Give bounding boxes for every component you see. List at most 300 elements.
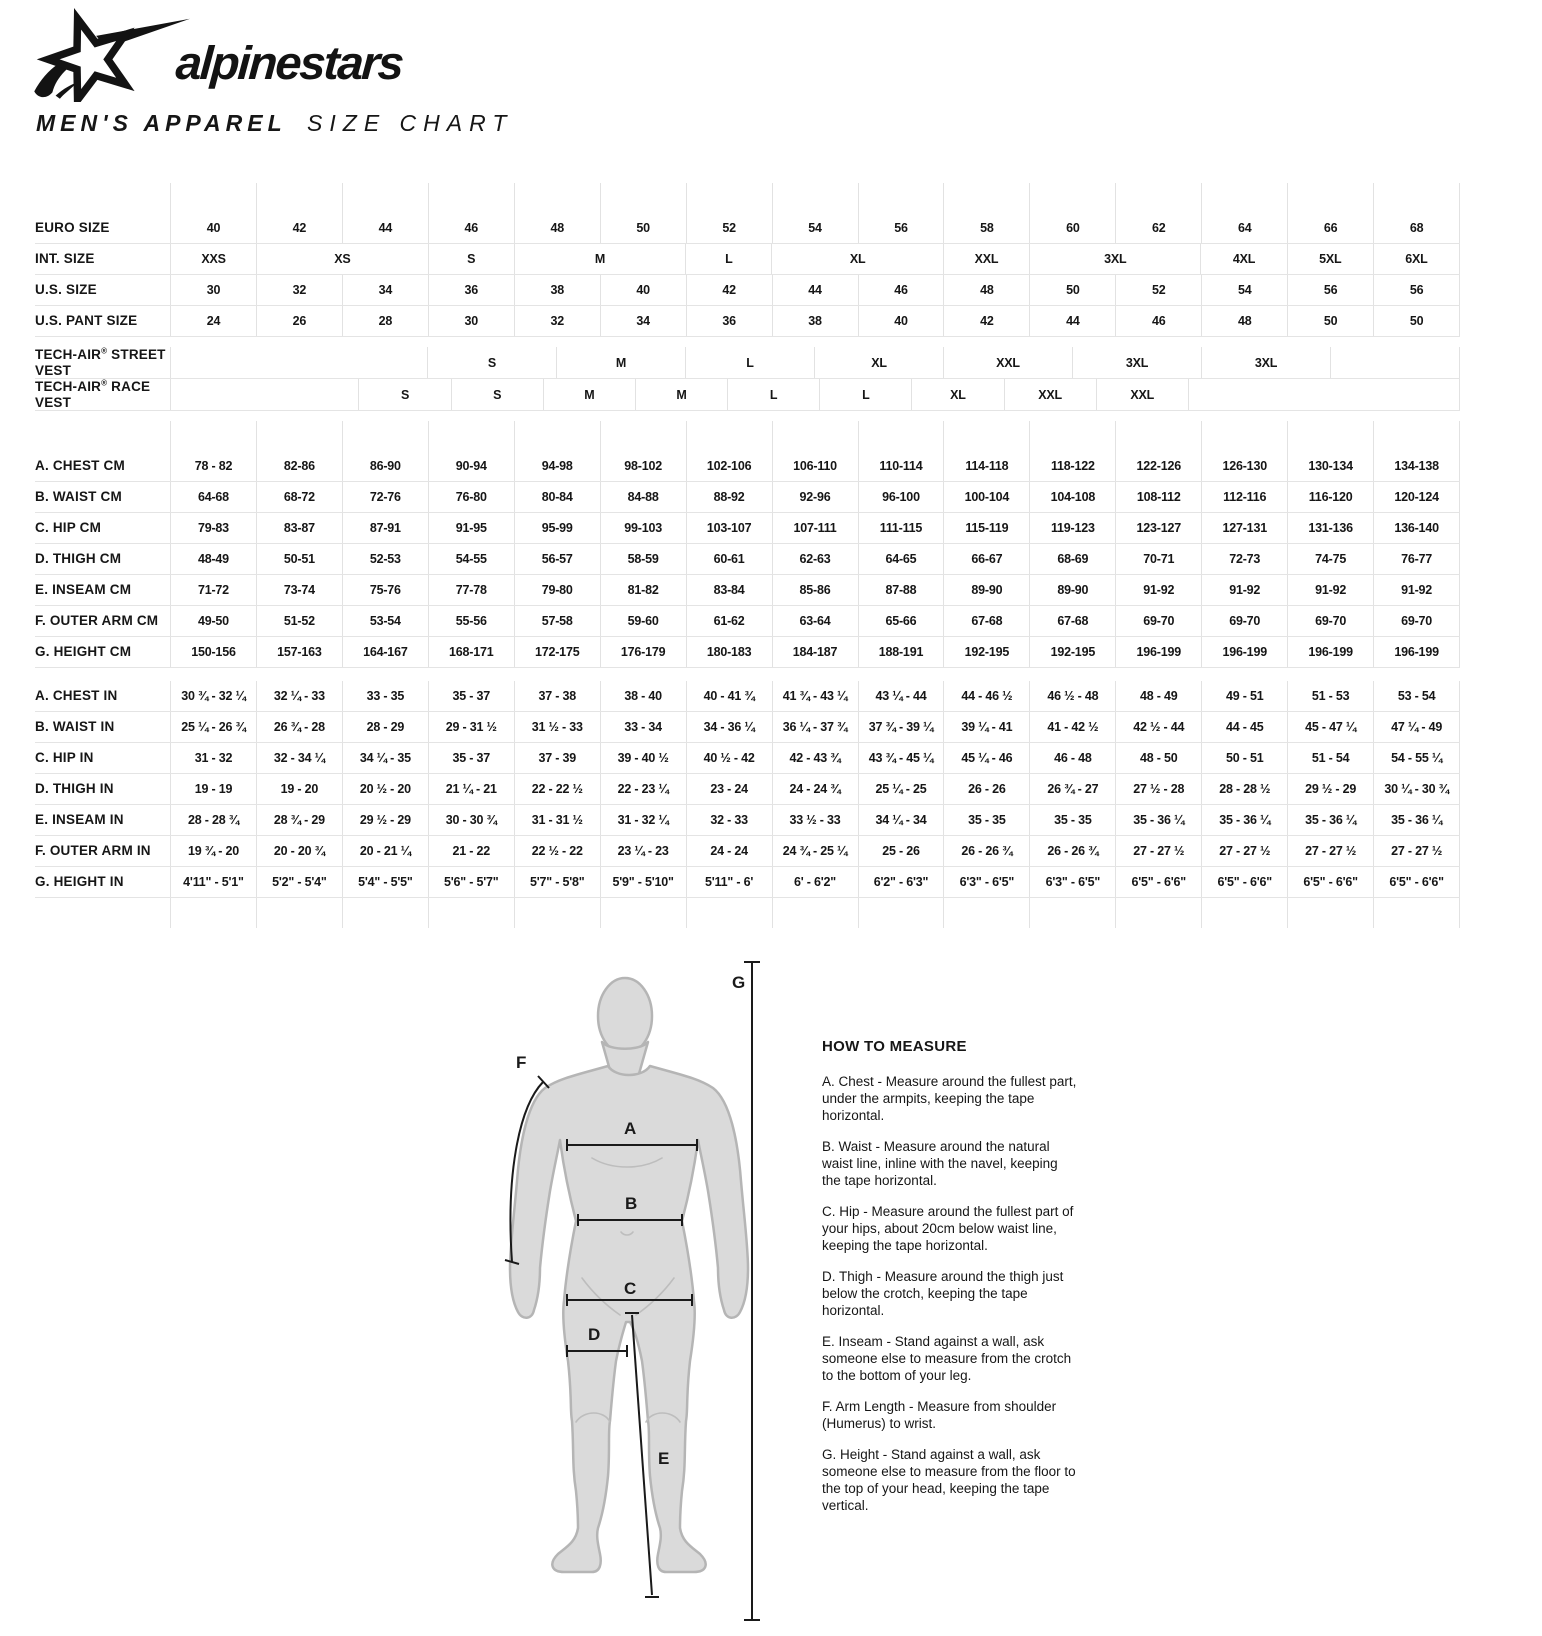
us-pant-size-cell-11: 46 [1115,306,1201,336]
waist-in-cell-4: 31 ½ - 33 [514,712,600,742]
chest-cm-cell-5: 98-102 [600,451,686,481]
stub-cell [514,183,600,213]
waist-cm-cell-4: 80-84 [514,482,600,512]
thigh-cm-cell-9: 66-67 [943,544,1029,574]
hip-in-cell-11: 48 - 50 [1115,743,1201,773]
stub-cell [428,421,514,451]
outer-arm-in-cell-9: 26 - 26 ¾ [943,836,1029,866]
outer-arm-in-cell-7: 24 ¾ - 25 ¼ [772,836,858,866]
tech-air-race-vest-cell-0 [170,379,358,410]
euro-size-cell-1: 42 [256,213,342,243]
waist-cm-cell-1: 68-72 [256,482,342,512]
euro-size-cell-6: 52 [686,213,772,243]
stub-cell [1287,183,1373,213]
chest-in-cell-4: 37 - 38 [514,681,600,711]
us-pant-size-cell-0: 24 [170,306,256,336]
table-grid-stub-row [35,183,1460,213]
inseam-cm-cell-2: 75-76 [342,575,428,605]
thigh-cm-cell-13: 74-75 [1287,544,1373,574]
brand-wordmark: alpinestars [174,35,405,89]
thigh-in-cell-5: 22 - 23 ¼ [600,774,686,804]
stub-cell [686,421,772,451]
table-row-thigh-in [35,774,1460,805]
int-size-cell-4: L [685,244,771,274]
thigh-in-cell-4: 22 - 22 ½ [514,774,600,804]
hip-cm-cell-13: 131-136 [1287,513,1373,543]
waist-cm-cell-8: 96-100 [858,482,944,512]
stub-cell [1287,898,1373,928]
stub-cell [1373,898,1460,928]
stub-cell [1201,898,1287,928]
hip-cm-cell-4: 95-99 [514,513,600,543]
waist-in-cell-3: 29 - 31 ½ [428,712,514,742]
figure-label-c: C [624,1279,637,1298]
how-to-measure-item-4: E. Inseam - Stand against a wall, ask someone else to measure from the crotch to the bottom of your leg. [822,1334,1072,1383]
stub-cell [943,183,1029,213]
stub-cell [342,421,428,451]
stub-cell [1373,421,1460,451]
height-in-cell-8: 6'2" - 6'3" [858,867,944,897]
height-in-cell-6: 5'11" - 6' [686,867,772,897]
int-size-cell-7: 3XL [1029,244,1200,274]
us-pant-size-cell-13: 50 [1287,306,1373,336]
outer-arm-cm-cell-12: 69-70 [1201,606,1287,636]
table-row-waist-cm [35,482,1460,513]
waist-cm-cell-6: 88-92 [686,482,772,512]
chest-in-cell-12: 49 - 51 [1201,681,1287,711]
height-in-cell-10: 6'3" - 6'5" [1029,867,1115,897]
int-size-cell-10: 6XL [1373,244,1460,274]
waist-in-cell-12: 44 - 45 [1201,712,1287,742]
euro-size-cell-7: 54 [772,213,858,243]
thigh-in-cell-8: 25 ¼ - 25 [858,774,944,804]
stub-cell [342,898,428,928]
euro-size-cell-2: 44 [342,213,428,243]
thigh-in-cell-10: 26 ¾ - 27 [1029,774,1115,804]
inseam-cm-cell-7: 85-86 [772,575,858,605]
outer-arm-cm-cell-2: 53-54 [342,606,428,636]
stub-cell [1115,898,1201,928]
chest-in-cell-10: 46 ½ - 48 [1029,681,1115,711]
height-in-cell-4: 5'7" - 5'8" [514,867,600,897]
outer-arm-cm-cell-1: 51-52 [256,606,342,636]
figure-label-b: B [625,1194,638,1213]
height-in-cell-12: 6'5" - 6'6" [1201,867,1287,897]
table-row-inseam-cm [35,575,1460,606]
stub-cell [256,421,342,451]
outer-arm-cm-cell-11: 69-70 [1115,606,1201,636]
us-pant-size-cell-6: 36 [686,306,772,336]
thigh-cm-cell-11: 70-71 [1115,544,1201,574]
stub-cell [1201,183,1287,213]
inseam-in-cell-0: 28 - 28 ¾ [170,805,256,835]
stub-cell [1373,183,1460,213]
stub-cell [170,421,256,451]
inseam-cm-cell-0: 71-72 [170,575,256,605]
waist-in-cell-0: 25 ¼ - 26 ¾ [170,712,256,742]
stub-cell [858,183,944,213]
thigh-cm-cell-2: 52-53 [342,544,428,574]
outer-arm-cm-cell-8: 65-66 [858,606,944,636]
table-row-int-size [35,244,1460,275]
hip-cm-cell-1: 83-87 [256,513,342,543]
outer-arm-cm-cell-10: 67-68 [1029,606,1115,636]
table-row-tech-air-street-vest [35,347,1460,379]
hip-in-cell-3: 35 - 37 [428,743,514,773]
waist-cm-cell-2: 72-76 [342,482,428,512]
stub-cell [943,421,1029,451]
table-group-metric [35,421,1460,668]
page-title [36,110,513,137]
inseam-cm-cell-12: 91-92 [1201,575,1287,605]
hip-in-cell-4: 37 - 39 [514,743,600,773]
thigh-in-cell-9: 26 - 26 [943,774,1029,804]
thigh-cm-cell-12: 72-73 [1201,544,1287,574]
tech-air-race-vest-cell-7: XL [911,379,1003,410]
figure-head [598,978,652,1054]
height-cm-cell-10: 192-195 [1029,637,1115,667]
table-row-tech-air-race-vest [35,379,1460,411]
how-to-measure-list [822,1073,1080,1514]
how-to-measure-section [822,1038,1080,1528]
row-label-height-in: G. HEIGHT IN [35,874,124,890]
euro-size-cell-14: 68 [1373,213,1460,243]
hip-cm-cell-10: 119-123 [1029,513,1115,543]
outer-arm-cm-cell-6: 61-62 [686,606,772,636]
table-row-euro-size [35,213,1460,244]
chest-in-cell-2: 33 - 35 [342,681,428,711]
chest-in-cell-5: 38 - 40 [600,681,686,711]
stub-label-spacer [35,898,170,928]
chest-in-cell-13: 51 - 53 [1287,681,1373,711]
thigh-in-cell-0: 19 - 19 [170,774,256,804]
row-label-thigh-cm: D. THIGH CM [35,551,122,567]
row-label-euro-size: EURO SIZE [35,220,110,236]
inseam-cm-cell-1: 73-74 [256,575,342,605]
stub-label-spacer [35,421,170,451]
inseam-cm-cell-13: 91-92 [1287,575,1373,605]
thigh-cm-cell-4: 56-57 [514,544,600,574]
height-in-cell-2: 5'4" - 5'5" [342,867,428,897]
waist-in-cell-6: 34 - 36 ¼ [686,712,772,742]
row-label-chest-in: A. CHEST IN [35,688,118,704]
thigh-in-cell-13: 29 ½ - 29 [1287,774,1373,804]
outer-arm-cm-cell-3: 55-56 [428,606,514,636]
height-cm-cell-8: 188-191 [858,637,944,667]
outer-arm-in-cell-4: 22 ½ - 22 [514,836,600,866]
inseam-cm-cell-8: 87-88 [858,575,944,605]
body-measurement-figure [460,916,800,1636]
table-group-imperial [35,681,1460,928]
height-cm-cell-1: 157-163 [256,637,342,667]
chest-in-cell-6: 40 - 41 ¾ [686,681,772,711]
how-to-measure-item-1: B. Waist - Measure around the natural waist line, inline with the navel, keeping the tape horizontal. [822,1139,1058,1188]
tech-air-street-vest-cell-4: XL [814,347,943,378]
int-size-cell-8: 4XL [1200,244,1286,274]
row-label-us-size: U.S. SIZE [35,282,97,298]
chest-in-cell-1: 32 ¼ - 33 [256,681,342,711]
stub-cell [428,183,514,213]
outer-arm-in-cell-8: 25 - 26 [858,836,944,866]
row-label-outer-arm-in: F. OUTER ARM IN [35,843,151,859]
waist-cm-cell-13: 116-120 [1287,482,1373,512]
euro-size-cell-12: 64 [1201,213,1287,243]
thigh-in-cell-2: 20 ½ - 20 [342,774,428,804]
waist-cm-cell-3: 76-80 [428,482,514,512]
table-row-waist-in [35,712,1460,743]
stub-cell [686,183,772,213]
inseam-cm-cell-11: 91-92 [1115,575,1201,605]
tech-air-street-vest-cell-7: 3XL [1201,347,1330,378]
tech-air-street-vest-cell-8 [1330,347,1460,378]
chest-cm-cell-11: 122-126 [1115,451,1201,481]
us-size-cell-7: 44 [772,275,858,305]
tech-air-street-vest-cell-2: M [556,347,685,378]
waist-cm-cell-5: 84-88 [600,482,686,512]
height-in-cell-3: 5'6" - 5'7" [428,867,514,897]
us-size-cell-6: 42 [686,275,772,305]
height-in-cell-9: 6'3" - 6'5" [943,867,1029,897]
how-to-measure-item-5: F. Arm Length - Measure from shoulder (Humerus) to wrist. [822,1399,1057,1431]
stub-cell [772,183,858,213]
chest-cm-cell-4: 94-98 [514,451,600,481]
chest-in-cell-9: 44 - 46 ½ [943,681,1029,711]
hip-cm-cell-5: 99-103 [600,513,686,543]
thigh-in-cell-7: 24 - 24 ¾ [772,774,858,804]
euro-size-cell-8: 56 [858,213,944,243]
int-size-cell-0: XXS [170,244,256,274]
hip-cm-cell-9: 115-119 [943,513,1029,543]
euro-size-cell-0: 40 [170,213,256,243]
us-size-cell-0: 30 [170,275,256,305]
tech-air-race-vest-cell-5: L [727,379,819,410]
us-pant-size-cell-3: 30 [428,306,514,336]
thigh-in-cell-3: 21 ¼ - 21 [428,774,514,804]
hip-cm-cell-11: 123-127 [1115,513,1201,543]
table-grid-stub-row [35,421,1460,451]
us-pant-size-cell-12: 48 [1201,306,1287,336]
stub-cell [1115,183,1201,213]
height-in-cell-5: 5'9" - 5'10" [600,867,686,897]
waist-in-cell-1: 26 ¾ - 28 [256,712,342,742]
table-row-height-cm [35,637,1460,668]
chest-in-cell-0: 30 ¾ - 32 ¼ [170,681,256,711]
hip-in-cell-14: 54 - 55 ¼ [1373,743,1460,773]
row-label-outer-arm-cm: F. OUTER ARM CM [35,613,159,629]
waist-cm-cell-10: 104-108 [1029,482,1115,512]
us-pant-size-cell-14: 50 [1373,306,1460,336]
hip-cm-cell-2: 87-91 [342,513,428,543]
outer-arm-in-cell-10: 26 - 26 ¾ [1029,836,1115,866]
outer-arm-cm-cell-9: 67-68 [943,606,1029,636]
stub-cell [170,898,256,928]
waist-in-cell-10: 41 - 42 ½ [1029,712,1115,742]
height-in-cell-1: 5'2" - 5'4" [256,867,342,897]
chest-in-cell-3: 35 - 37 [428,681,514,711]
stub-cell [1029,183,1115,213]
inseam-cm-cell-6: 83-84 [686,575,772,605]
height-cm-cell-12: 196-199 [1201,637,1287,667]
row-label-thigh-in: D. THIGH IN [35,781,114,797]
waist-in-cell-11: 42 ½ - 44 [1115,712,1201,742]
chest-cm-cell-10: 118-122 [1029,451,1115,481]
tech-air-race-vest-cell-6: L [819,379,911,410]
height-in-cell-0: 4'11" - 5'1" [170,867,256,897]
inseam-cm-cell-9: 89-90 [943,575,1029,605]
thigh-cm-cell-0: 48-49 [170,544,256,574]
waist-cm-cell-9: 100-104 [943,482,1029,512]
chest-cm-cell-8: 110-114 [858,451,944,481]
thigh-in-cell-1: 19 - 20 [256,774,342,804]
waist-in-cell-8: 37 ¾ - 39 ¼ [858,712,944,742]
us-size-cell-1: 32 [256,275,342,305]
inseam-cm-cell-3: 77-78 [428,575,514,605]
inseam-in-cell-14: 35 - 36 ¼ [1373,805,1460,835]
row-label-chest-cm: A. CHEST CM [35,458,125,474]
outer-arm-in-cell-11: 27 - 27 ½ [1115,836,1201,866]
inseam-cm-cell-4: 79-80 [514,575,600,605]
waist-in-cell-14: 47 ¼ - 49 [1373,712,1460,742]
outer-arm-in-cell-6: 24 - 24 [686,836,772,866]
waist-cm-cell-14: 120-124 [1373,482,1460,512]
thigh-cm-cell-1: 50-51 [256,544,342,574]
row-label-height-cm: G. HEIGHT CM [35,644,132,660]
euro-size-cell-4: 48 [514,213,600,243]
waist-in-cell-5: 33 - 34 [600,712,686,742]
table-row-inseam-in [35,805,1460,836]
figure-label-d: D [588,1325,601,1344]
height-in-cell-13: 6'5" - 6'6" [1287,867,1373,897]
us-size-cell-14: 56 [1373,275,1460,305]
waist-cm-cell-0: 64-68 [170,482,256,512]
us-pant-size-cell-4: 32 [514,306,600,336]
hip-cm-cell-14: 136-140 [1373,513,1460,543]
tech-air-street-vest-cell-5: XXL [943,347,1072,378]
stub-cell [170,183,256,213]
stub-cell [1201,421,1287,451]
chest-in-cell-11: 48 - 49 [1115,681,1201,711]
height-cm-cell-11: 196-199 [1115,637,1201,667]
row-label-inseam-cm: E. INSEAM CM [35,582,132,598]
euro-size-cell-10: 60 [1029,213,1115,243]
stub-cell [342,183,428,213]
inseam-in-cell-1: 28 ¾ - 29 [256,805,342,835]
outer-arm-in-cell-13: 27 - 27 ½ [1287,836,1373,866]
thigh-cm-cell-3: 54-55 [428,544,514,574]
thigh-in-cell-12: 28 - 28 ½ [1201,774,1287,804]
hip-in-cell-2: 34 ¼ - 35 [342,743,428,773]
hip-in-cell-12: 50 - 51 [1201,743,1287,773]
int-size-cell-3: M [514,244,685,274]
chest-cm-cell-13: 130-134 [1287,451,1373,481]
thigh-cm-cell-10: 68-69 [1029,544,1115,574]
hip-in-cell-1: 32 - 34 ¼ [256,743,342,773]
hip-in-cell-0: 31 - 32 [170,743,256,773]
brand-logo [30,6,405,102]
height-cm-cell-4: 172-175 [514,637,600,667]
hip-in-cell-7: 42 - 43 ¾ [772,743,858,773]
hip-in-cell-9: 45 ¼ - 46 [943,743,1029,773]
inseam-in-cell-12: 35 - 36 ¼ [1201,805,1287,835]
table-row-hip-cm [35,513,1460,544]
hip-in-cell-8: 43 ¾ - 45 ¼ [858,743,944,773]
row-label-waist-in: B. WAIST IN [35,719,115,735]
waist-cm-cell-7: 92-96 [772,482,858,512]
thigh-cm-cell-7: 62-63 [772,544,858,574]
stub-cell [1029,898,1115,928]
table-row-us-size [35,275,1460,306]
tech-air-race-vest-cell-8: XXL [1004,379,1096,410]
waist-in-cell-13: 45 - 47 ¼ [1287,712,1373,742]
chest-cm-cell-7: 106-110 [772,451,858,481]
outer-arm-in-cell-14: 27 - 27 ½ [1373,836,1460,866]
height-cm-cell-6: 180-183 [686,637,772,667]
inseam-in-cell-7: 33 ½ - 33 [772,805,858,835]
figure-body [510,1066,748,1572]
us-size-cell-10: 50 [1029,275,1115,305]
row-label-inseam-in: E. INSEAM IN [35,812,124,828]
us-size-cell-2: 34 [342,275,428,305]
stub-cell [772,421,858,451]
int-size-cell-5: XL [771,244,942,274]
outer-arm-in-cell-12: 27 - 27 ½ [1201,836,1287,866]
stub-cell [600,183,686,213]
chest-in-cell-7: 41 ¾ - 43 ¼ [772,681,858,711]
us-size-cell-13: 56 [1287,275,1373,305]
chest-cm-cell-0: 78 - 82 [170,451,256,481]
us-size-cell-12: 54 [1201,275,1287,305]
euro-size-cell-5: 50 [600,213,686,243]
thigh-cm-cell-14: 76-77 [1373,544,1460,574]
inseam-cm-cell-10: 89-90 [1029,575,1115,605]
hip-cm-cell-3: 91-95 [428,513,514,543]
euro-size-cell-13: 66 [1287,213,1373,243]
page-title-primary: MEN'S APPAREL [36,110,287,136]
inseam-in-cell-5: 31 - 32 ¼ [600,805,686,835]
us-size-cell-11: 52 [1115,275,1201,305]
height-cm-cell-3: 168-171 [428,637,514,667]
euro-size-cell-3: 46 [428,213,514,243]
us-pant-size-cell-5: 34 [600,306,686,336]
outer-arm-cm-cell-0: 49-50 [170,606,256,636]
chest-cm-cell-2: 86-90 [342,451,428,481]
inseam-cm-cell-14: 91-92 [1373,575,1460,605]
height-in-cell-7: 6' - 6'2" [772,867,858,897]
outer-arm-in-cell-0: 19 ¾ - 20 [170,836,256,866]
inseam-in-cell-2: 29 ½ - 29 [342,805,428,835]
inseam-in-cell-6: 32 - 33 [686,805,772,835]
chest-cm-cell-1: 82-86 [256,451,342,481]
stub-cell [858,421,944,451]
waist-cm-cell-12: 112-116 [1201,482,1287,512]
chest-cm-cell-9: 114-118 [943,451,1029,481]
table-row-chest-in [35,681,1460,712]
row-label-tech-air-street-vest: TECH-AIR® STREET VEST [35,346,166,378]
height-cm-cell-0: 150-156 [170,637,256,667]
stub-cell [1029,421,1115,451]
page-title-secondary: SIZE CHART [307,110,514,136]
waist-cm-cell-11: 108-112 [1115,482,1201,512]
height-cm-cell-13: 196-199 [1287,637,1373,667]
figure-label-f: F [516,1053,527,1072]
inseam-in-cell-4: 31 - 31 ½ [514,805,600,835]
waist-in-cell-9: 39 ¼ - 41 [943,712,1029,742]
stub-cell [256,898,342,928]
height-cm-cell-9: 192-195 [943,637,1029,667]
outer-arm-cm-cell-13: 69-70 [1287,606,1373,636]
table-row-us-pant-size [35,306,1460,337]
how-to-measure-item-3: D. Thigh - Measure around the thigh just below the crotch, keeping the tape horizontal. [822,1269,1064,1318]
